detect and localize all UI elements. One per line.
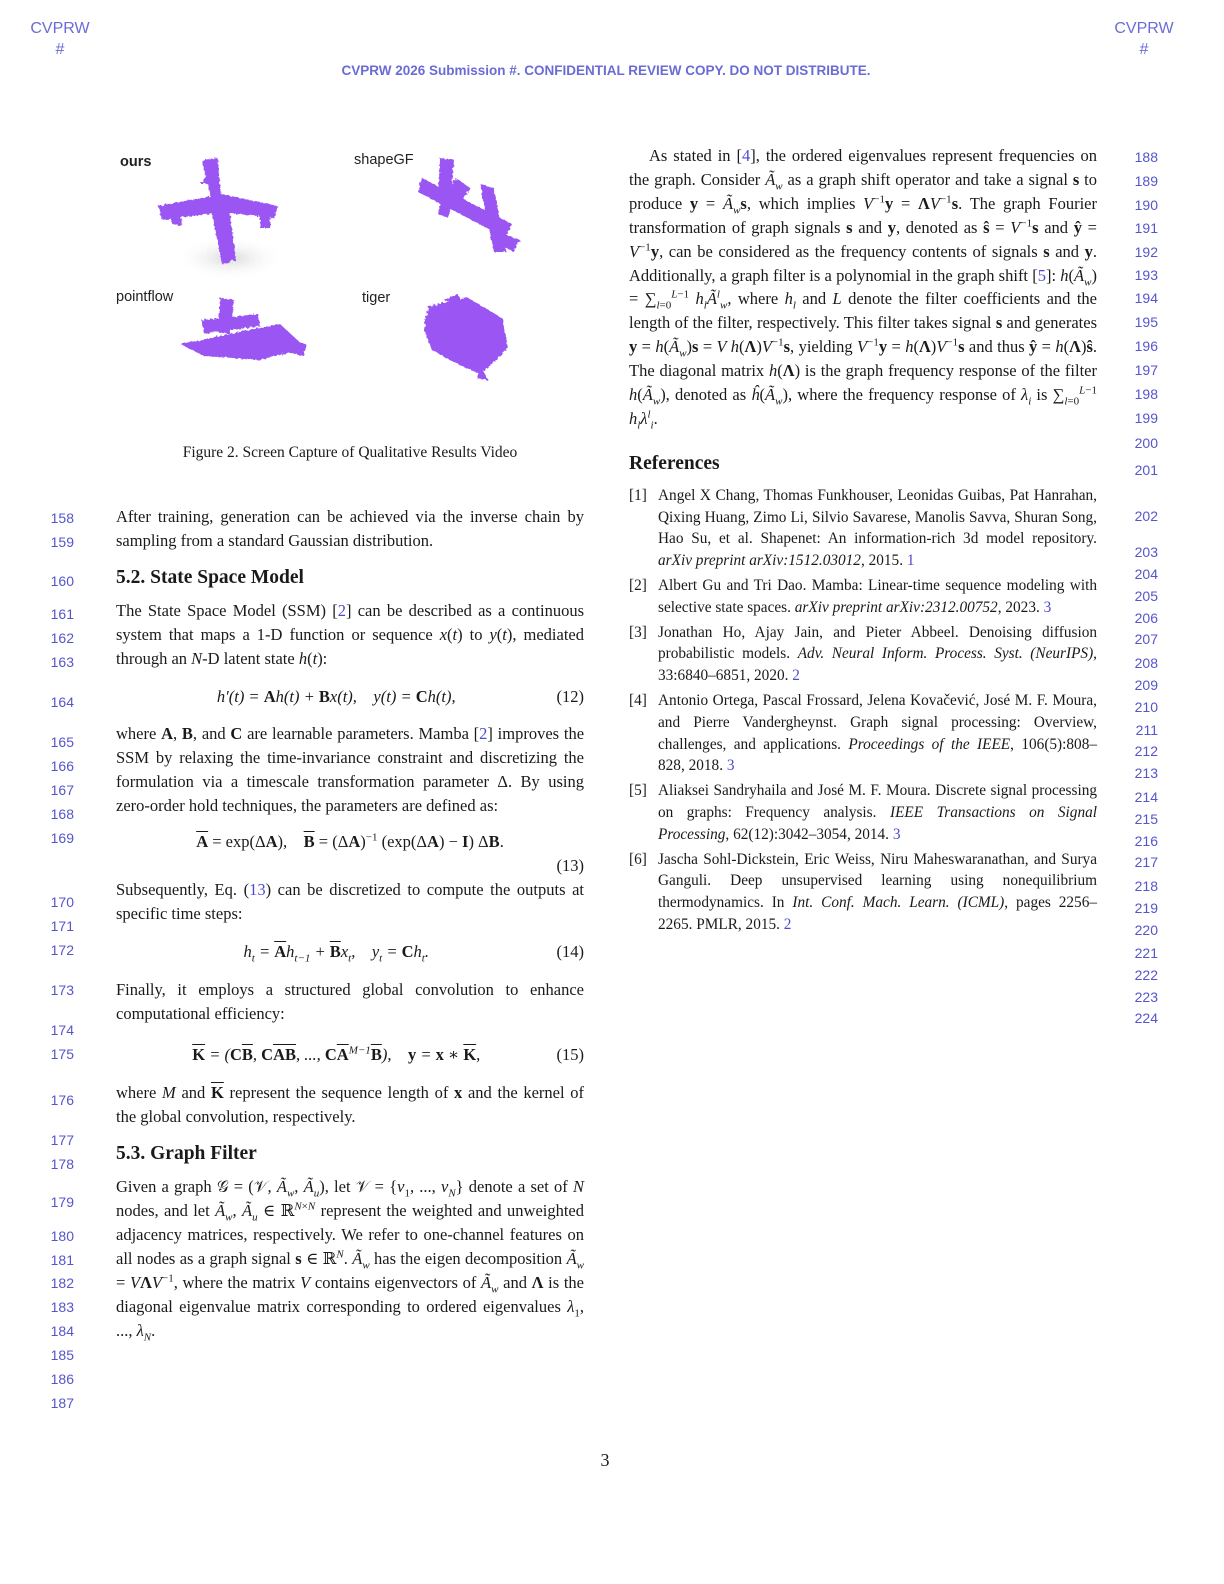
line-number: 184 [50,1323,74,1339]
line-number: 223 [1134,989,1158,1005]
right-column [629,144,1097,939]
line-number: 161 [50,606,74,622]
line-number: 181 [50,1252,74,1268]
reference-item: [3] Jonathan Ho, Ajay Jain, and Pieter Abbeel. Denoising diffusion probabilistic models. Adv. Neural Inform. Process. Syst. (NeurIPS), 33:6840–6851, 2020. 2 [629,623,1097,685]
reference-item: [5] Aliaksei Sandryhaila and José M. F. Moura. Discrete signal processing on graphs: Frequency analysis. IEEE Transactions on Signal Processing, 62(12):3042–3054, 2014. 3 [629,782,1098,843]
line-number: 195 [1134,314,1158,330]
line-number: 208 [1134,655,1158,671]
line-number: 222 [1134,967,1158,983]
citation-backlink[interactable]: 3 [726,757,735,775]
line-number: 159 [50,534,74,550]
line-number: 201 [1134,462,1158,478]
paragraph-finally: Finally, it employs a structured global convolution to enhance computational efficiency: [116,979,584,1023]
line-number: 168 [50,806,74,822]
line-number: 173 [50,982,74,998]
line-number: 203 [1134,544,1158,560]
line-number: 209 [1134,677,1158,693]
paragraph-frequencies: As stated in [4], the ordered eigenvalues represent frequencies on the graph. Consider $Ã_w$ as a graph shift operator and take a signal s to produce $y = Ã_ws$, which implies $V^{-1}y = \Lambda V^{-1}s$. The graph Fourier transformation of graph signals s and y, denoted as ŝ = $V^{-1}s$ and ŷ = $V^{-1}y$, can be considered as the frequency contents of signals s and y. Additionally, a graph filter is a polynomial in the graph shift [5]: $h(Ã_w) = \sum_{l=0}^{L-1}$ $h_lÃ^l_w$, where $h_l$ and L denote the filter coefficients and the length of the filter, respectively. This filter takes signal s and generates $y = h(Ã_w)s = V$ $h(\Lambda)V^{-1}s$, yielding $V^{-1}y = h(\Lambda)V^{-1}s$ and thus ŷ = h(Λ)ŝ. The diagonal matrix h(Λ) is the graph frequency response of the filter $h(Ã_w)$, denoted as $ĥ(Ã_w)$, where the frequency response of $\lambda_i$ is $\sum_{l=0}^{L-1}$ $h_l\lambda^l_i$. [629,146,1098,432]
figure-caption: Figure 2. Screen Capture of Qualitative Results Video [182,444,518,461]
paragraph-after-training: After training, generation can be achieved via the inverse chain by sampling from a standard Gaussian distribution. [116,507,584,550]
line-number: 198 [1134,386,1158,402]
line-number: 179 [50,1194,74,1210]
line-number: 178 [50,1156,74,1172]
line-number: 189 [1134,173,1158,189]
line-number: 211 [1135,722,1158,738]
section-heading-references: References [629,452,720,474]
paragraph-graph: Given a graph 𝒢 = (𝒱, $Ã_w$, $Ã_u$), let 𝒱 = {$v_1$, ..., $v_N$} denote a set of N nodes, and let $Ã_w$, $Ã_u$ ∈ ℝ$^{N\times N}$ represent the weighted and unweighted adjacency matrices, respectively. We refer to one-channel features on all nodes as a graph signal s ∈ ℝ$^N$. $Ã_w$ has the eigen decomposition $Ã_w = V\Lambda V^{-1}$, where the matrix V contains eigenvectors of $Ã_w$ and Λ is the diagonal eigenvalue matrix corresponding to ordered eigenvalues $\lambda_1$, ..., $\lambda_N$. [116,1177,585,1343]
line-number: 187 [50,1395,74,1411]
line-number: 162 [50,630,74,646]
reference-list [629,485,1097,936]
citation-backlink[interactable]: 3 [1043,598,1052,616]
line-number: 185 [50,1347,74,1363]
page-number: 3 [600,1450,610,1470]
line-number: 224 [1134,1010,1158,1026]
line-number: 204 [1134,566,1158,582]
reference-item: [6] Jascha Sohl-Dickstein, Eric Weiss, Niru Maheswaranathan, and Surya Ganguli. Deep unsupervised learning using nonequilibrium thermodynamics. In Int. Conf. Mach. Learn. (ICML), pages 2256–2265. PMLR, 2015. 2 [629,850,1097,934]
line-number: 170 [50,894,74,910]
airplane-ours-render [158,158,285,280]
label-pointflow: pointflow [116,289,174,305]
label-ours: ours [120,154,152,170]
line-number: 163 [50,654,74,670]
equation-13: $\overline{A} = \exp(\Delta A)$, $\overline{B} = (\Delta A)^{-1}$ (exp(ΔA) − I) ΔB. (13) [196,831,584,875]
label-shapegf: shapeGF [354,152,414,168]
paragraph-ssm-intro: The State Space Model (SSM) [2] can be described as a continuous system that maps a 1-D function or sequence x(t) to y(t), mediated through an N-D latent state h(t): [116,600,584,668]
airplane-shapegf-render [418,158,520,252]
line-number: 206 [1134,610,1158,626]
line-number: 217 [1134,854,1158,870]
line-number: 176 [50,1092,74,1108]
review-banner: CVPRW 2026 Submission #. CONFIDENTIAL REVIEW COPY. DO NOT DISTRIBUTE. [341,63,871,78]
line-number: 186 [50,1371,74,1387]
section-heading-ssm: 5.2. State Space Model [116,566,304,588]
line-number: 221 [1134,945,1158,961]
line-number: 212 [1134,743,1158,759]
equation-15: $\overline{K} = (C\overline{B}$, $C\overline{AB}$, ..., $C\overline{A}^{M-1}\overline{B}$), y = x ∗ $\overline{K}$, (15) [192,1044,584,1065]
line-number: 167 [50,782,74,798]
left-column [116,505,584,1342]
line-number: 194 [1134,290,1158,306]
line-number: 219 [1134,900,1158,916]
tiger-render [424,294,508,380]
line-number: 172 [50,942,74,958]
line-number: 166 [50,758,74,774]
citation-backlink[interactable]: 2 [792,667,800,685]
paragraph-subsequently: Subsequently, Eq. (13) can be discretized to compute the outputs at specific time steps: [116,879,585,923]
line-number: 192 [1134,244,1158,260]
watermark-left: CVPRW # [30,20,90,58]
line-number: 214 [1134,789,1158,805]
line-number: 158 [50,510,74,526]
line-number: 197 [1134,362,1158,378]
paragraph-mamba: where A, B, and C are learnable parameters. Mamba [2] improves the SSM by relaxing the time-invariance constraint and discretizing the formulation via a timescale transformation parameter Δ. By using zero-order hold techniques, the parameters are defined as: [116,724,585,816]
citation-backlink[interactable]: 1 [906,552,915,570]
line-number: 207 [1134,631,1158,647]
line-number: 164 [50,694,74,710]
line-number: 160 [50,573,74,589]
line-number: 196 [1134,338,1158,354]
line-number: 216 [1134,833,1158,849]
line-number: 175 [50,1046,74,1062]
line-number: 183 [50,1299,74,1315]
line-number: 191 [1134,220,1158,236]
line-number: 177 [50,1132,74,1148]
line-number: 174 [50,1022,74,1038]
equation-12: h′(t) = Ah(t) + Bx(t), y(t) = Ch(t), (12) [216,686,584,706]
line-number: 210 [1134,699,1158,715]
airplane-pointflow-render [180,298,306,360]
citation-backlink[interactable]: 3 [892,825,901,843]
paragraph-kernel: where M and $\overline{K}$ represent the sequence length of x and the kernel of the global convolution, respectively. [116,1083,585,1127]
line-number: 215 [1134,811,1158,827]
line-number: 205 [1134,588,1158,604]
line-number: 213 [1134,765,1158,781]
line-number: 169 [50,830,74,846]
line-number: 220 [1134,922,1158,938]
watermark-right: CVPRW # [1114,20,1174,58]
line-number: 200 [1134,435,1158,451]
reference-item: [2] Albert Gu and Tri Dao. Mamba: Linear-time sequence modeling with selective state spaces. arXiv preprint arXiv:2312.00752, 2023. 3 [629,577,1097,616]
line-number: 193 [1134,267,1158,283]
citation-backlink[interactable]: 2 [783,916,792,934]
line-number: 188 [1134,149,1158,165]
line-number: 199 [1134,410,1158,426]
label-tiger: tiger [362,290,391,306]
reference-item: [4] Antonio Ortega, Pascal Frossard, Jelena Kovačević, José M. F. Moura, and Pierre Vandergheynst. Graph signal processing: Overview, challenges, and applications. Proceedings of the IEEE, 106(5):808–828, 2018. 3 [629,692,1097,775]
line-number: 180 [50,1228,74,1244]
line-number: 182 [50,1275,74,1291]
line-number: 202 [1134,508,1158,524]
line-number: 190 [1134,197,1158,213]
line-number: 165 [50,734,74,750]
line-number: 171 [50,918,74,934]
equation-14: $h_t = \overline{A}h_{t-1} + \overline{B}x_t$, $y_t = Ch_t$. (14) [243,941,584,964]
line-number: 218 [1134,878,1158,894]
reference-item: [1] Angel X Chang, Thomas Funkhouser, Leonidas Guibas, Pat Hanrahan, Qixing Huang, Zimo Li, Silvio Savarese, Manolis Savva, Shuran Song, Hao Su, et al. Shapenet: An information-rich 3d model repository. arXiv preprint arXiv:1512.03012, 2015. 1 [629,486,1097,570]
figure-2 [110,148,580,448]
point-cloud-renders [110,148,580,448]
section-heading-graph-filter: 5.3. Graph Filter [116,1143,257,1165]
